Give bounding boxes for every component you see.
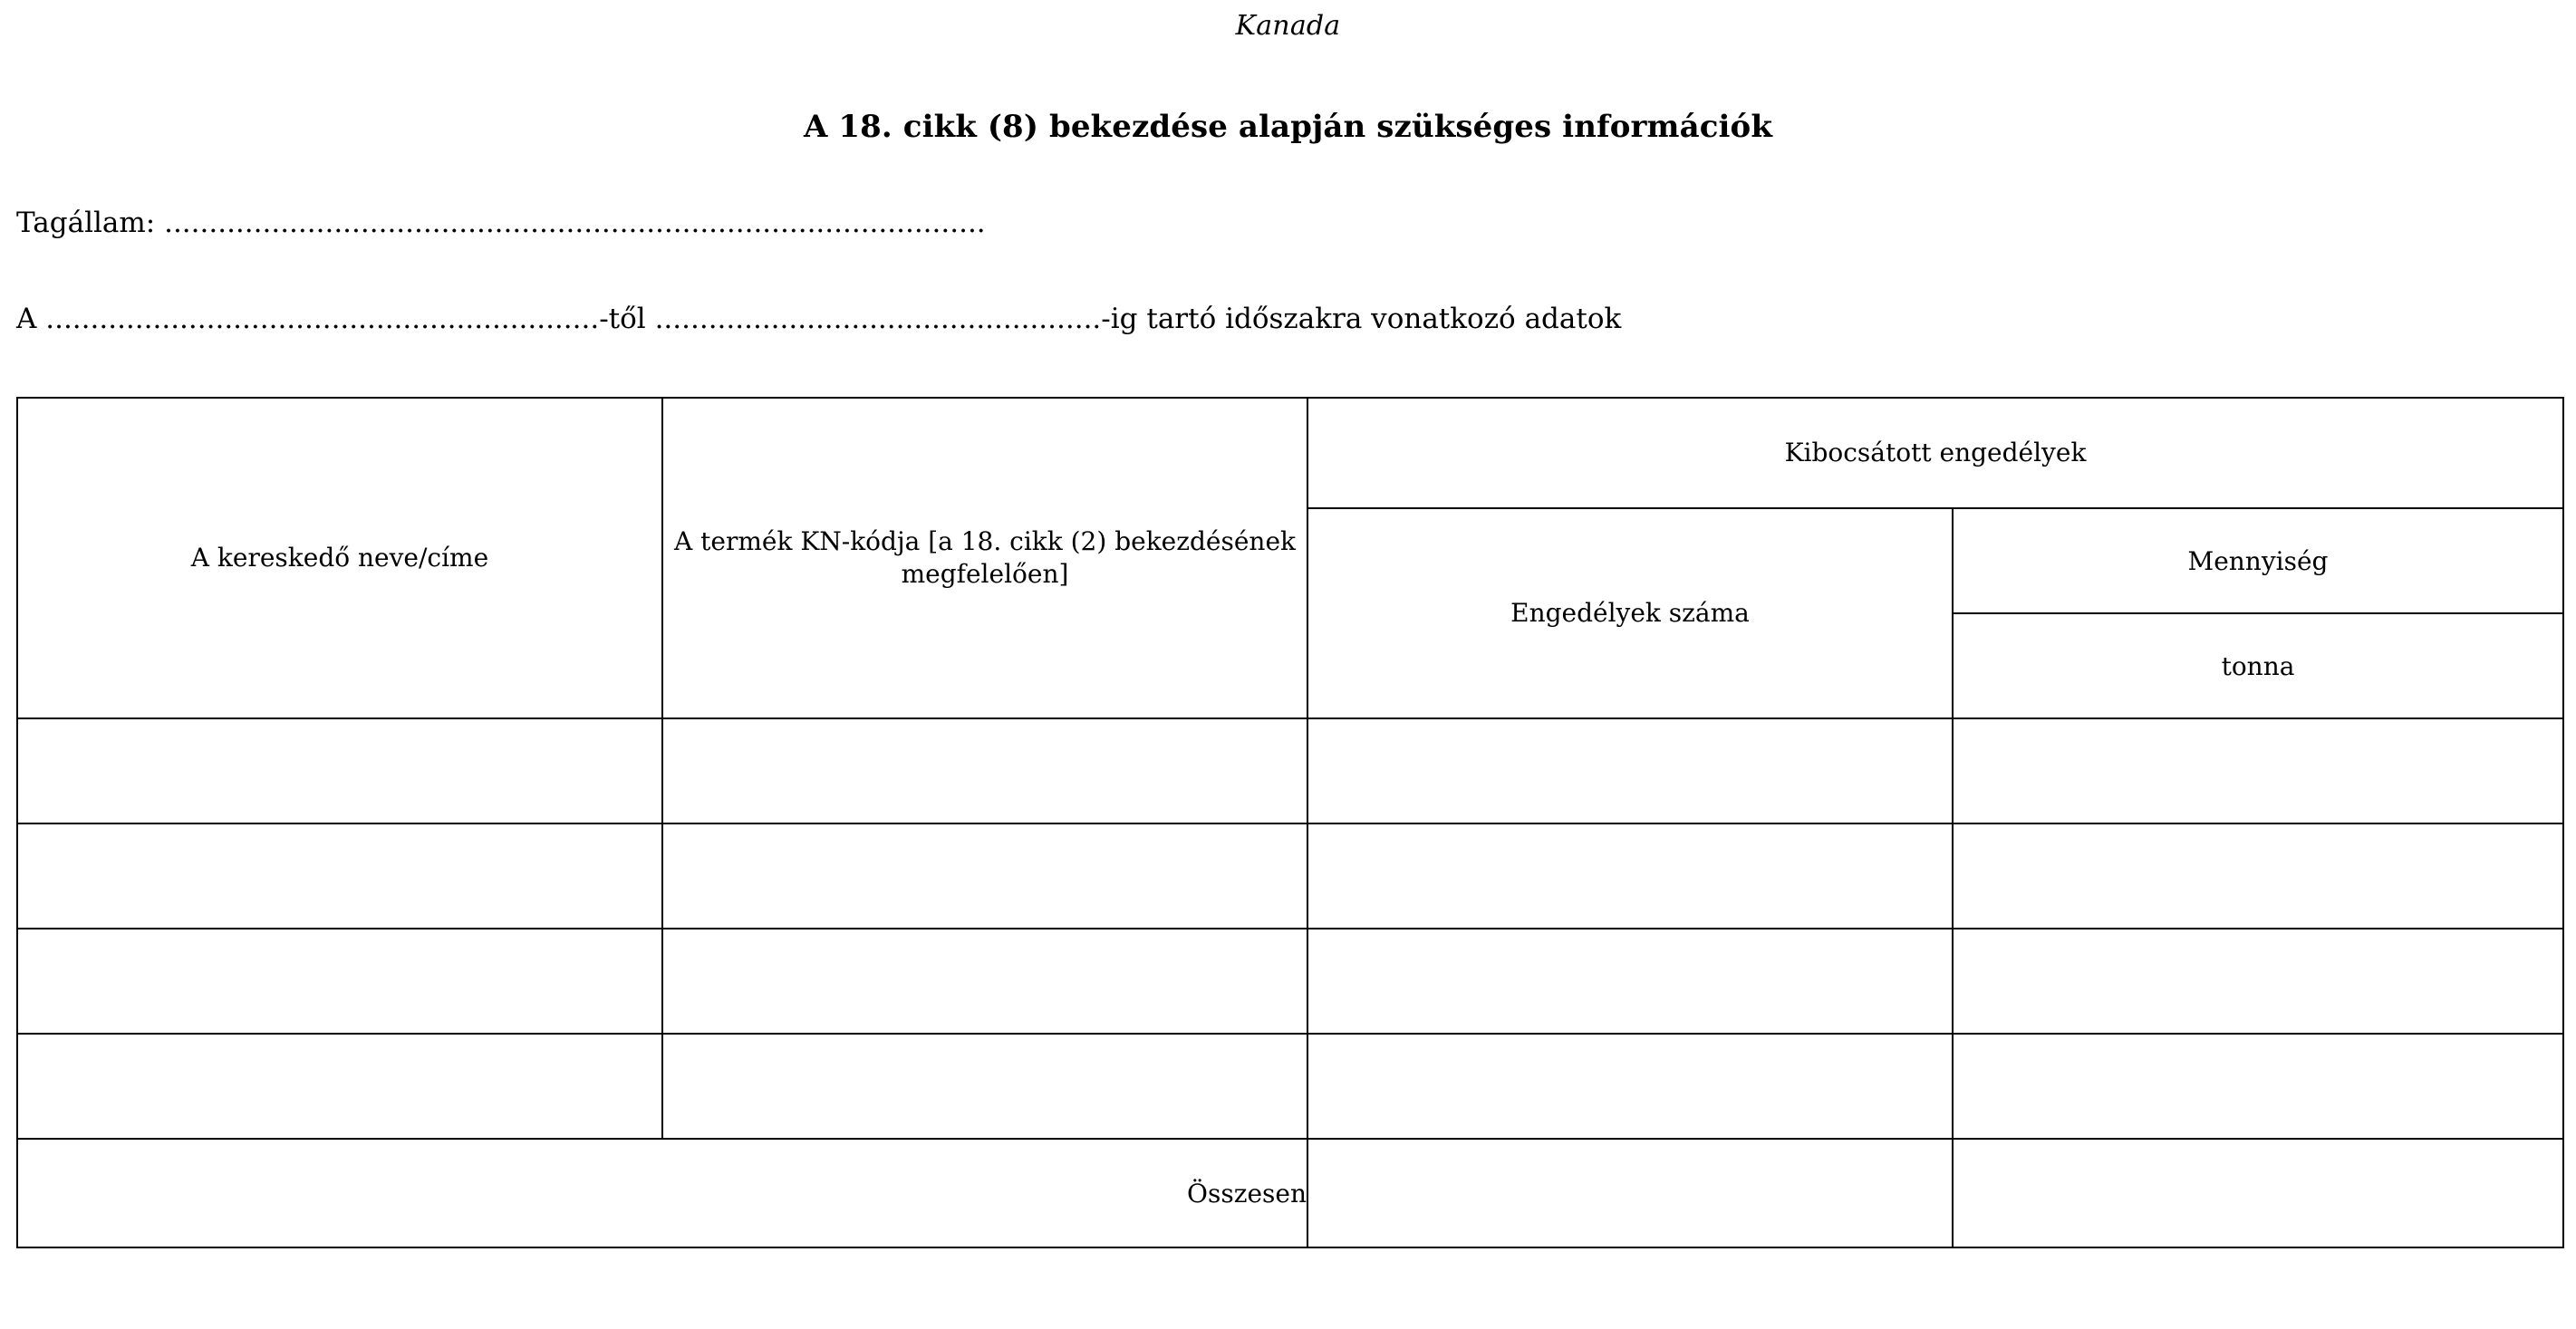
total-quantity[interactable] — [1953, 1139, 2563, 1247]
total-label: Összesen — [17, 1139, 1307, 1247]
cell-trader[interactable] — [17, 823, 662, 929]
member-state-field — [16, 207, 2560, 239]
cell-cn-code[interactable] — [662, 718, 1307, 823]
cell-trader[interactable] — [17, 929, 662, 1034]
header-quantity — [1953, 508, 2563, 718]
header-licences-number: Engedélyek száma — [1307, 508, 1953, 718]
cell-cn-code[interactable] — [662, 823, 1307, 929]
table-total-row — [17, 1139, 2563, 1247]
cell-trader[interactable] — [17, 1034, 662, 1139]
licences-table — [16, 397, 2564, 1248]
table-row — [17, 823, 2563, 929]
header-trader: A kereskedő neve/címe — [17, 398, 662, 718]
member-state-dotted-line: ............................................................................................ — [155, 207, 986, 239]
cell-quantity[interactable] — [1953, 718, 2563, 823]
period-to-dotted-line: .................................................. — [645, 303, 1102, 335]
period-prefix: A — [16, 303, 37, 335]
total-licences-number[interactable] — [1307, 1139, 1953, 1247]
table-row — [17, 929, 2563, 1034]
table-row — [17, 1034, 2563, 1139]
period-from-suffix: -től — [599, 303, 646, 335]
cell-quantity[interactable] — [1953, 1034, 2563, 1139]
cell-quantity[interactable] — [1953, 823, 2563, 929]
period-field — [16, 303, 2560, 335]
header-quantity-unit: tonna — [2221, 650, 2295, 681]
cell-licences-number[interactable] — [1307, 929, 1953, 1034]
cell-quantity[interactable] — [1953, 929, 2563, 1034]
header-cn-code: A termék KN-kódja [a 18. cikk (2) bekezdésének megfelelően] — [662, 398, 1307, 718]
cell-licences-number[interactable] — [1307, 823, 1953, 929]
cell-cn-code[interactable] — [662, 929, 1307, 1034]
header-licences-group: Kibocsátott engedélyek — [1307, 398, 2563, 508]
table-header-row-1 — [17, 398, 2563, 508]
cell-licences-number[interactable] — [1307, 718, 1953, 823]
member-state-label: Tagállam: — [16, 207, 156, 239]
cell-trader[interactable] — [17, 718, 662, 823]
cell-cn-code[interactable] — [662, 1034, 1307, 1139]
period-to-suffix: -ig tartó időszakra vonatkozó adatok — [1101, 303, 1622, 335]
page-title: A 18. cikk (8) bekezdése alapján szükséges információk — [804, 109, 1772, 145]
header-quantity-label: Mennyiség — [1954, 509, 2562, 614]
table-row — [17, 718, 2563, 823]
cell-licences-number[interactable] — [1307, 1034, 1953, 1139]
country-heading: Kanada — [1235, 10, 1341, 42]
period-from-dotted-line: .............................................................. — [36, 303, 600, 335]
